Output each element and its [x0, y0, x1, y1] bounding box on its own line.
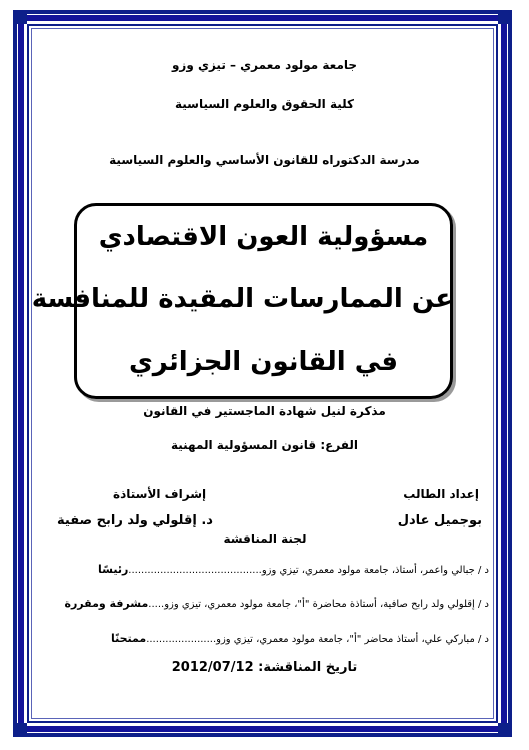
member-name: د / جبالي واعمر، أستاذ، جامعة مولود معمري، تيزي وزو — [261, 565, 489, 576]
supervisor-name: د. إقلولي ولد رابح صفية — [57, 513, 213, 528]
corner-ornament — [498, 10, 512, 24]
member-name: د / إقلولي ولد رابح صافية، أستاذة محاضرة "أ"، جامعة مولود معمري، تيزي وزو — [164, 599, 489, 610]
corner-ornament — [13, 723, 27, 737]
student-name: بوجميل عادل — [397, 513, 482, 528]
member-dots: .......................................... — [128, 565, 262, 576]
supervised-by-label: إشراف الأستاذة — [113, 487, 207, 501]
thesis-title-line-2: عن الممارسات المقيدة للمنافسة — [31, 284, 453, 314]
committee-label: لجنة المناقشة — [223, 532, 307, 546]
corner-ornament — [498, 723, 512, 737]
member-dots: ..... — [148, 599, 165, 610]
committee-member — [40, 563, 489, 576]
committee-member — [40, 597, 489, 610]
defense-date-value: 2012/07/12 — [171, 660, 254, 675]
corner-ornament — [13, 10, 27, 24]
committee-member — [40, 632, 489, 645]
faculty-name: كلية الحقوق والعلوم السياسية — [174, 97, 355, 111]
thesis-title-line-3: في القانون الجزائري — [128, 347, 399, 377]
member-dots: ...................... — [146, 634, 217, 645]
degree-statement: مذكرة لنيل شهادة الماجستير في القانون — [143, 404, 386, 418]
defense-date-label: تاريخ المناقشة: — [258, 660, 358, 675]
thesis-title-line-1: مسؤولية العون الاقتصادي — [98, 222, 429, 252]
prepared-by-label: إعداد الطالب — [403, 487, 479, 501]
defense-date — [40, 660, 489, 675]
member-role: ممتحنًا — [110, 632, 147, 645]
member-role: رئيسًا — [98, 563, 129, 576]
member-name: د / مباركي علي، أستاذ محاضر "أ"، جامعة مولود معمري، تيزي وزو — [216, 634, 489, 645]
branch-specialty: الفرع: قانون المسؤولية المهنية — [170, 438, 359, 452]
doctoral-school-name: مدرسة الدكتوراه للقانون الأساسي والعلوم السياسية — [109, 153, 420, 167]
member-role: مشرفة ومقررة — [64, 597, 149, 610]
university-name: جامعة مولود معمري – تيزي وزو — [171, 58, 358, 72]
